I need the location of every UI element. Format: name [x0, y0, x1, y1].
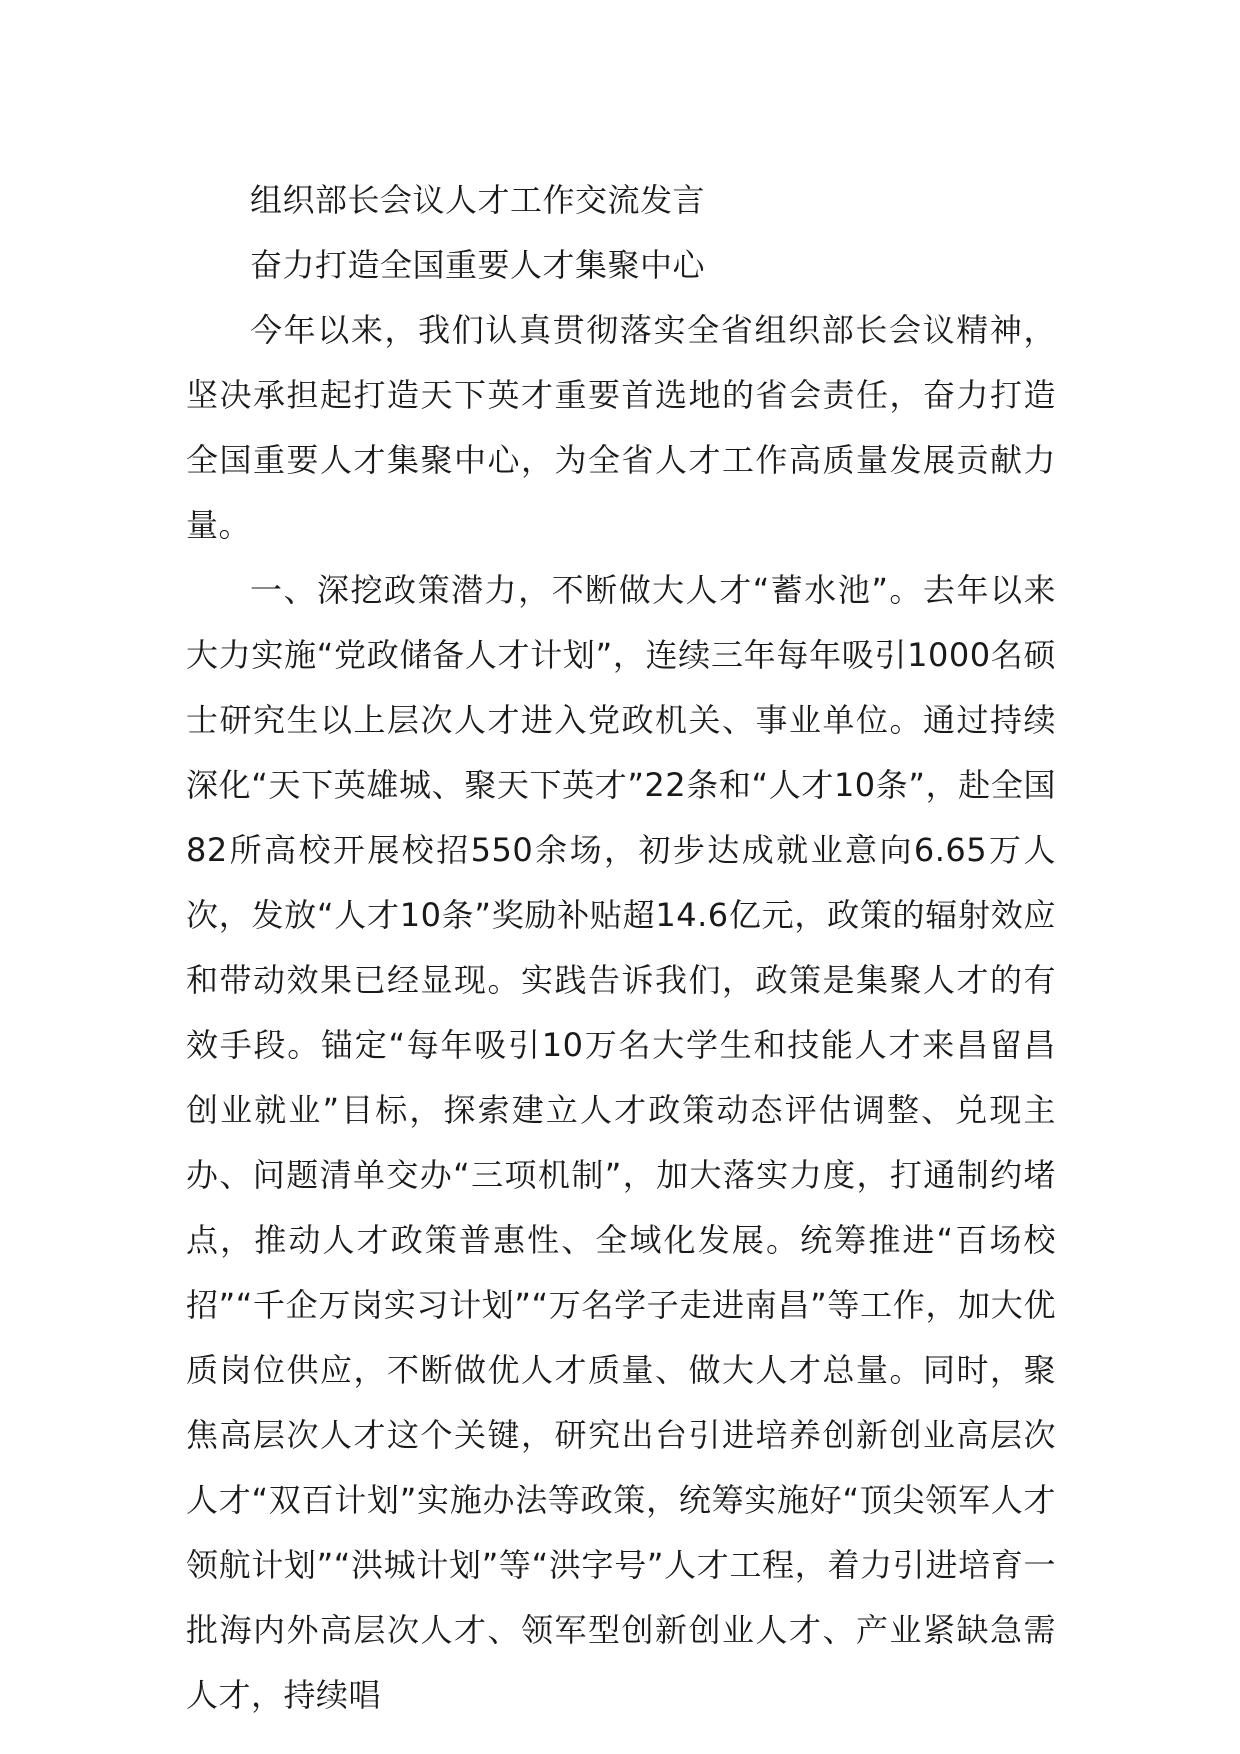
paragraph-section-one: 一、深挖政策潜力，不断做大人才“蓄水池”。去年以来大力实施“党政储备人才计划”，连续三年每年吸引1000名硕士研究生以上层次人才进入党政机关、事业单位。通过持续深化“天下英雄城、聚天下英才”22条和“人才10条”，赴全国82所高校开展校招550余场，初步达成就业意向6.65万人次，发放“人才10条”奖励补贴超14.6亿元，政策的辐射效应和带动效果已经显现。实践告诉我们，政策是集聚人才的有效手段。锚定“每年吸引10万名大学生和技能人才来昌留昌创业就业”目标，探索建立人才政策动态评估调整、兑现主办、问题清单交办“三项机制”，加大落实力度，打通制约堵点，推动人才政策普惠性、全域化发展。统筹推进“百场校招”“千企万岗实习计划”“万名学子走进南昌”等工作，加大优质岗位供应，不断做优人才质量、做大人才总量。同时，聚焦高层次人才这个关键，研究出台引进培养创新创业高层次人才“双百计划”实施办法等政策，统筹实施好“顶尖领军人才领航计划”“洪城计划”等“洪字号”人才工程，着力引进培育一批海内外高层次人才、领军型创新创业人才、产业紧缺急需人才，持续唱: [186, 571, 1056, 1714]
document-body: [186, 168, 1056, 1728]
document-subtitle: 奋力打造全国重要人才集聚中心: [250, 246, 706, 284]
document-title: 组织部长会议人才工作交流发言: [250, 181, 706, 219]
paragraph-intro: 今年以来，我们认真贯彻落实全省组织部长会议精神，坚决承担起打造天下英才重要首选地的省会责任，奋力打造全国重要人才集聚中心，为全省人才工作高质量发展贡献力量。: [186, 311, 1056, 544]
